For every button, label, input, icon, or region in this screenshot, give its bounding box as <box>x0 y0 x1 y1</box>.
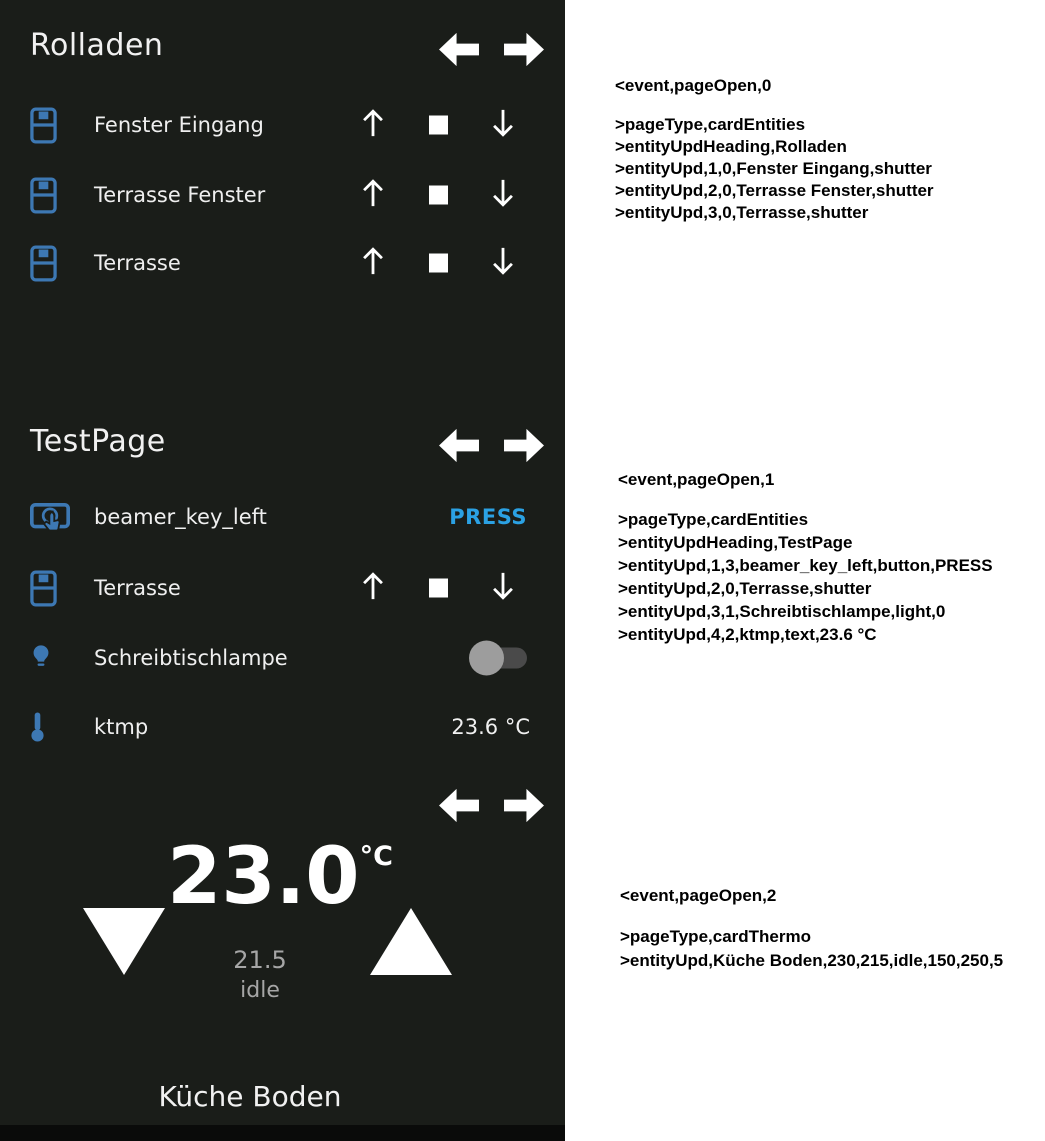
arrow-down-icon <box>488 570 518 602</box>
log-line: >pageType,cardEntities <box>618 510 809 529</box>
card-entities-rolladen <box>0 0 565 380</box>
entity-label: Terrasse <box>94 251 181 275</box>
stop-icon <box>429 116 448 135</box>
card-entities-testpage <box>0 380 565 760</box>
nav-next-button[interactable] <box>502 786 546 825</box>
log-line: >entityUpd,3,1,Schreibtischlampe,light,0 <box>618 602 946 621</box>
lightbulb-icon <box>30 644 94 673</box>
thermostat-title: Küche Boden <box>158 1080 342 1113</box>
arrow-right-icon <box>502 426 546 465</box>
temp-down-button[interactable] <box>83 908 165 975</box>
log-line: >entityUpd,1,0,Fenster Eingang,shutter <box>615 159 932 178</box>
card-thermo <box>0 760 565 1125</box>
thermometer-icon <box>30 711 94 743</box>
nav-next-button[interactable] <box>502 30 546 69</box>
page-title: TestPage <box>30 424 166 459</box>
shutter-down-button[interactable] <box>488 177 518 213</box>
entity-label: Terrasse Fenster <box>94 183 266 207</box>
entity-row <box>30 160 535 230</box>
entity-row <box>30 228 535 298</box>
window-shutter-icon <box>30 177 94 214</box>
shutter-down-button[interactable] <box>488 570 518 606</box>
log-block-page2 <box>620 884 1003 973</box>
entity-row <box>30 692 535 762</box>
log-line <box>620 908 1003 925</box>
log-line: >entityUpd,1,3,beamer_key_left,button,PRESS <box>618 556 993 575</box>
gesture-tap-button-icon <box>30 501 94 534</box>
window-shutter-icon <box>30 245 94 282</box>
shutter-up-button[interactable] <box>358 570 388 606</box>
page-nav <box>437 426 546 465</box>
shutter-up-button[interactable] <box>358 245 388 281</box>
triangle-up-icon <box>370 908 452 975</box>
entity-label: beamer_key_left <box>94 505 267 529</box>
entity-label: Fenster Eingang <box>94 113 264 137</box>
log-block-page1 <box>618 468 993 646</box>
window-shutter-icon <box>30 107 94 144</box>
shutter-up-button[interactable] <box>358 107 388 143</box>
arrow-left-icon <box>437 426 481 465</box>
shutter-up-button[interactable] <box>358 177 388 213</box>
log-line: >entityUpd,2,0,Terrasse,shutter <box>618 579 872 598</box>
press-button[interactable]: PRESS <box>449 505 527 529</box>
hvac-state: idle <box>240 978 280 1003</box>
page-nav <box>437 786 546 825</box>
arrow-down-icon <box>488 245 518 277</box>
toggle-knob <box>469 641 504 676</box>
shutter-stop-button[interactable] <box>429 116 448 135</box>
entity-label: Schreibtischlampe <box>94 646 288 670</box>
nav-prev-button[interactable] <box>437 786 481 825</box>
log-line: >pageType,cardThermo <box>620 927 811 946</box>
arrow-up-icon <box>358 177 388 209</box>
shutter-down-button[interactable] <box>488 107 518 143</box>
arrow-down-icon <box>488 107 518 139</box>
arrow-right-icon <box>502 30 546 69</box>
nav-prev-button[interactable] <box>437 30 481 69</box>
log-line: <event,pageOpen,0 <box>615 76 772 95</box>
page-title: Rolladen <box>30 28 164 63</box>
log-line: >entityUpd,4,2,ktmp,text,23.6 °C <box>618 625 877 644</box>
log-line: >pageType,cardEntities <box>615 115 806 134</box>
page-nav <box>437 30 546 69</box>
window-shutter-icon <box>30 570 94 607</box>
stop-icon <box>429 186 448 205</box>
stop-icon <box>429 254 448 273</box>
entity-row <box>30 553 535 623</box>
log-line <box>618 491 993 508</box>
log-block-page0 <box>615 75 934 224</box>
log-line: <event,pageOpen,2 <box>620 886 777 905</box>
entity-row <box>30 90 535 160</box>
log-line: >entityUpdHeading,Rolladen <box>615 137 847 156</box>
arrow-right-icon <box>502 786 546 825</box>
log-line: >entityUpd,Küche Boden,230,215,idle,150,250,5 <box>620 951 1004 970</box>
triangle-down-icon <box>83 908 165 975</box>
log-line: >entityUpd,2,0,Terrasse Fenster,shutter <box>615 181 934 200</box>
temp-up-button[interactable] <box>370 908 452 975</box>
entity-label: ktmp <box>94 715 149 739</box>
log-line: >entityUpd,3,0,Terrasse,shutter <box>615 203 869 222</box>
arrow-up-icon <box>358 245 388 277</box>
arrow-down-icon <box>488 177 518 209</box>
current-temperature <box>150 832 410 922</box>
log-line: <event,pageOpen,1 <box>618 470 775 489</box>
target-temperature: 21.5 <box>233 946 287 974</box>
current-temperature-value: 23.0 <box>167 832 360 922</box>
shutter-stop-button[interactable] <box>429 254 448 273</box>
log-line: >entityUpdHeading,TestPage <box>618 533 853 552</box>
panel-bottom-bezel <box>0 1125 565 1141</box>
arrow-left-icon <box>437 30 481 69</box>
stop-icon <box>429 579 448 598</box>
shutter-stop-button[interactable] <box>429 579 448 598</box>
nav-next-button[interactable] <box>502 426 546 465</box>
sensor-value: 23.6 °C <box>451 715 530 739</box>
temperature-unit: °C <box>359 841 393 872</box>
arrow-up-icon <box>358 107 388 139</box>
light-toggle[interactable] <box>473 648 527 669</box>
nav-prev-button[interactable] <box>437 426 481 465</box>
arrow-left-icon <box>437 786 481 825</box>
arrow-up-icon <box>358 570 388 602</box>
entity-row <box>30 482 535 552</box>
entity-label: Terrasse <box>94 576 181 600</box>
shutter-stop-button[interactable] <box>429 186 448 205</box>
entity-row <box>30 623 535 693</box>
shutter-down-button[interactable] <box>488 245 518 281</box>
log-line <box>615 97 934 114</box>
